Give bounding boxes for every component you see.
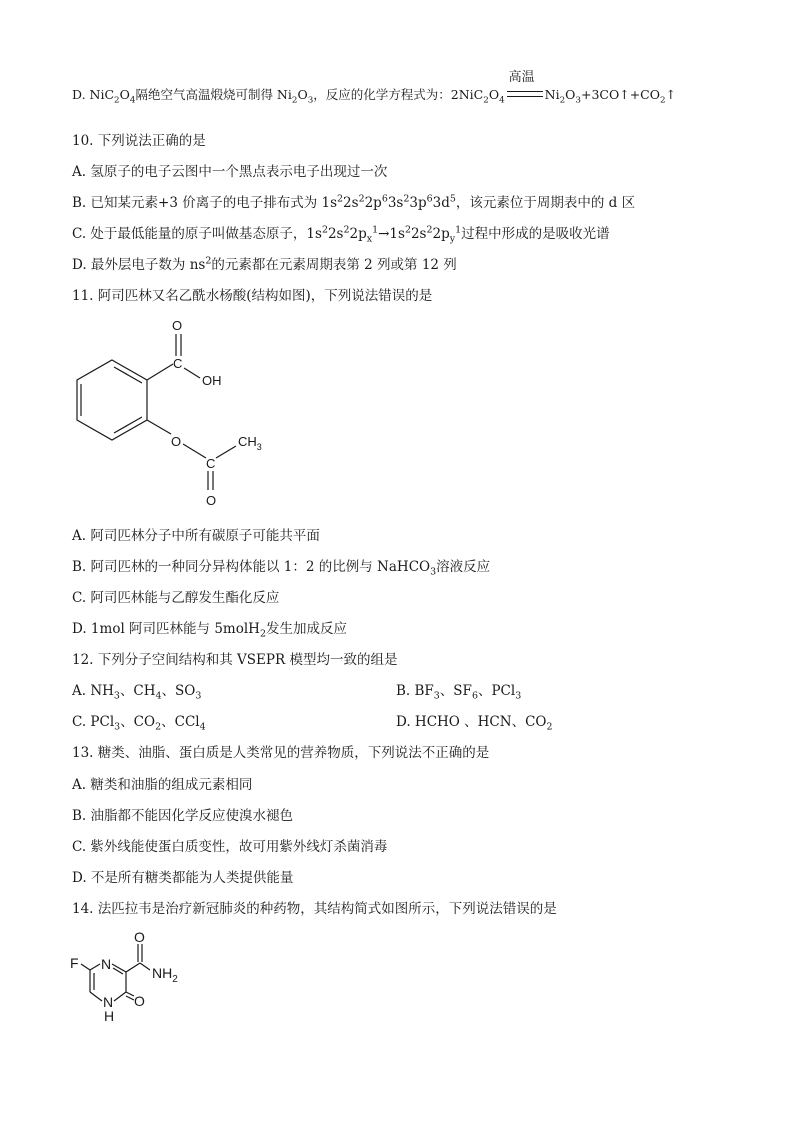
q13-option-c[interactable]: C. 紫外线能使蛋白质变性，故可用紫外线灯杀菌消毒 xyxy=(72,839,388,855)
q12-stem: 12. 下列分子空间结构和其 VSEPR 模型均一致的组是 xyxy=(72,652,398,668)
bond xyxy=(147,364,173,380)
atom-label: $NH_2$ xyxy=(152,965,178,985)
q12-option-d[interactable]: D. HCHO 、HCN、$CO_2$ xyxy=(396,714,553,733)
atom-label: C xyxy=(173,356,183,371)
bond xyxy=(90,964,100,970)
q9-option-d[interactable]: D. $NiC_2O_4$隔绝空气高温煅烧可制得 $Ni_2O_3$，反应的化学方程式为：$2NiC_2O_4$ 高温 $Ni_2O_3+3CO↑+CO_2↑$ xyxy=(72,70,677,106)
atom-label: H xyxy=(104,1008,115,1024)
carbonyl-double-bond xyxy=(126,996,134,1000)
bond xyxy=(140,963,150,970)
atom-label: F xyxy=(70,955,79,971)
q12-option-c[interactable]: C. PCl$_3$、$CO_2$、CCl$_4$ xyxy=(72,714,206,733)
atom-label: $CH_3$ xyxy=(238,434,262,452)
q11-option-b[interactable]: B. 阿司匹林的一种同分异构体能以 1：2 的比例与 NaHCO$_3$溶液反应 xyxy=(72,559,491,578)
bond xyxy=(126,992,134,996)
bond xyxy=(147,420,171,434)
q10-option-a[interactable]: A. 氢原子的电子云图中一个黑点表示电子出现过一次 xyxy=(72,164,388,180)
atom-label: OH xyxy=(202,373,222,388)
atom-label: O xyxy=(171,434,182,449)
atom-label: N xyxy=(101,956,112,972)
bond xyxy=(90,992,102,1001)
aspirin-structure xyxy=(70,316,290,512)
atom-label: C xyxy=(206,456,216,471)
q12-option-a[interactable]: A. $NH_3$、$CH_4$、$SO_3$ xyxy=(72,683,202,702)
q13-option-a[interactable]: A. 糖类和油脂的组成元素相同 xyxy=(72,777,253,793)
bond xyxy=(126,963,140,972)
q13-option-d[interactable]: D. 不是所有糖类都能为人类提供能量 xyxy=(72,870,294,886)
atom-label: N xyxy=(103,994,114,1010)
bond xyxy=(81,964,90,970)
q10-option-c[interactable]: C. 处于最低能量的原子叫做基态原子，$1s^22s^22p_x^1\to 1s^22s^22p_y^1$过程中形成的是吸收光谱 xyxy=(72,224,610,245)
atom-label: O xyxy=(172,318,183,333)
q11-option-d[interactable]: D. 1mol 阿司匹林能与 5molH$_2$发生加成反应 xyxy=(72,621,347,640)
benzene-ring xyxy=(77,360,147,440)
q11-option-c[interactable]: C. 阿司匹林能与乙醇发生酯化反应 xyxy=(72,590,280,606)
atom-label: O xyxy=(134,993,145,1009)
q14-stem: 14. 法匹拉韦是治疗新冠肺炎的种药物，其结构简式如图所示，下列说法错误的是 xyxy=(72,901,557,917)
reaction-condition: 高温 xyxy=(505,86,545,104)
q10-stem: 10. 下列说法正确的是 xyxy=(72,133,206,149)
atom-label: O xyxy=(206,493,217,508)
q12-option-b[interactable]: B. $BF_3$、$SF_6$、PCl$_3$ xyxy=(396,683,522,702)
bond xyxy=(184,368,200,378)
q13-stem: 13. 糖类、油脂、蛋白质是人类常见的营养物质，下列说法不正确的是 xyxy=(72,745,490,761)
q11-stem: 11. 阿司匹林又名乙酰水杨酸(结构如图)，下列说法错误的是 xyxy=(72,288,433,304)
q11-option-a[interactable]: A. 阿司匹林分子中所有碳原子可能共平面 xyxy=(72,528,320,544)
bond xyxy=(114,992,126,1001)
bond xyxy=(216,446,236,458)
q10-option-b[interactable]: B. 已知某元素+3 价离子的电子排布式为 $1s^22s^22p^63s^23p^63d^5$，该元素位于周期表中的 d 区 xyxy=(72,193,636,211)
q10-option-d[interactable]: D. 最外层电子数为 $ns^2$的元素都在元素周期表第 2 列或第 12 列 xyxy=(72,255,457,273)
favipiravir-structure xyxy=(68,928,208,1024)
q13-option-b[interactable]: B. 油脂都不能因化学反应使溴水褪色 xyxy=(72,808,294,824)
atom-label: O xyxy=(134,929,145,945)
equation-double-bar xyxy=(507,91,543,97)
bond xyxy=(183,444,206,458)
